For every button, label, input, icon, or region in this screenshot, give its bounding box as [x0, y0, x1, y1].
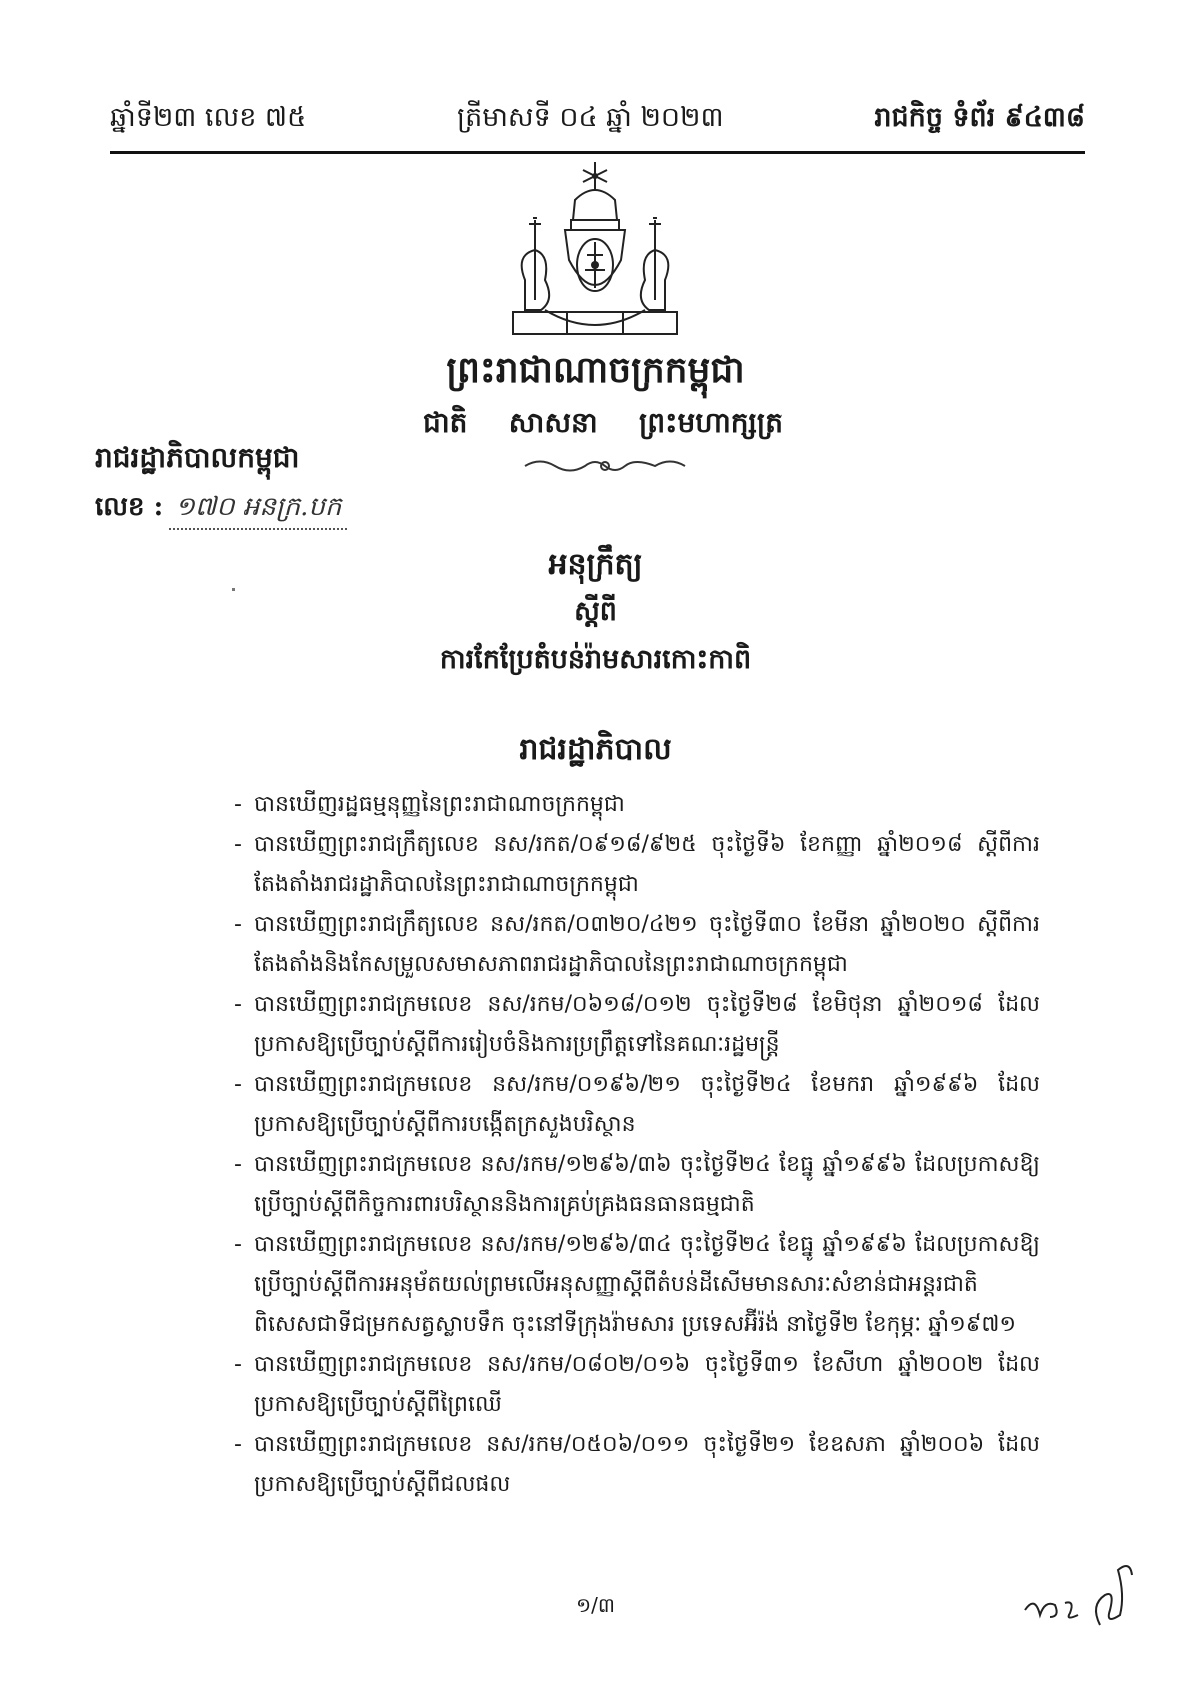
kingdom-name: ព្រះរាជាណាចក្រកម្ពុជា	[446, 349, 745, 391]
document-about: ស្តីពី	[574, 596, 617, 627]
issuing-authority: រាជរដ្ឋាភិបាលកម្ពុជា	[95, 441, 300, 474]
list-item: - បានឃើញព្រះរាជក្រមលេខ នស/រកម/០៥០៦/០១១ ចុះថ្ងៃទី២១ ខែឧសភា ឆ្នាំ២០០៦ ដែលប្រកាសឱ្យប្រើច្បាប់ស្តីពីជលផល	[240, 1425, 1040, 1505]
authority-heading: រាជរដ្ឋាភិបាល	[519, 732, 672, 767]
reference-number	[95, 490, 347, 530]
decorative-divider-icon	[520, 455, 690, 477]
preamble-clauses	[240, 785, 1040, 1505]
national-motto	[423, 405, 783, 446]
header-rule	[110, 151, 1085, 154]
document-subject: ការកែប្រែតំបន់រ៉ាមសារកោះកាពិ	[439, 644, 752, 675]
reference-label: លេខ :	[95, 492, 164, 522]
list-item: - បានឃើញព្រះរាជក្រមលេខ នស/រកម/០១៩៦/២១ ចុះថ្ងៃទី២៤ ខែមករា ឆ្នាំ១៩៩៦ ដែលប្រកាសឱ្យប្រើច្បាប់ស្តីពីការបង្កើតក្រសួងបរិស្ថាន	[240, 1065, 1040, 1145]
motto-nation: ជាតិ	[423, 406, 468, 439]
list-item: - បានឃើញព្រះរាជក្រមលេខ នស/រកម/០៨០២/០១៦ ចុះថ្ងៃទី៣១ ខែសីហា ឆ្នាំ២០០២ ដែលប្រកាសឱ្យប្រើច្បាប់ស្តីពីព្រៃឈើ	[240, 1345, 1040, 1425]
list-item: - បានឃើញព្រះរាជក្រមលេខ នស/រកម/១២៩៦/៣៦ ចុះថ្ងៃទី២៤ ខែធ្នូ ឆ្នាំ១៩៩៦ ដែលប្រកាសឱ្យប្រើច្បាប់ស្តីពីកិច្ចការពារបរិស្ថាននិងការគ្រប់គ្រងធនធានធម្មជាតិ	[240, 1145, 1040, 1225]
list-item: - បានឃើញព្រះរាជក្រឹត្យលេខ នស/រកត/០៣២០/៤២១ ចុះថ្ងៃទី៣០ ខែមីនា ឆ្នាំ២០២០ ស្តីពីការតែងតាំងនិងកែសម្រួលសមាសភាពរាជរដ្ឋាភិបាលនៃព្រះរាជាណាចក្រកម្ពុជា	[240, 905, 1040, 985]
motto-religion: សាសនា	[508, 406, 598, 439]
list-item: - បានឃើញរដ្ឋធម្មនុញ្ញនៃព្រះរាជាណាចក្រកម្ពុជា	[240, 785, 1040, 825]
document-type: អនុក្រឹត្យ	[548, 547, 643, 582]
royal-coat-of-arms-icon	[505, 160, 685, 345]
year-issue: ឆ្នាំទី២៣ លេខ ៧៥	[110, 101, 307, 133]
list-item: - បានឃើញព្រះរាជក្រមលេខ នស/រកម/០៦១៨/០១២ ចុះថ្ងៃទី២៨ ខែមិថុនា ឆ្នាំ២០១៨ ដែលប្រកាសឱ្យប្រើច្បាប់ស្តីពីការរៀបចំនិងការប្រព្រឹត្តទៅនៃគណៈរដ្ឋមន្ត្រី	[240, 985, 1040, 1065]
gazette-page-number: រាជកិច្ច ទំព័រ ៩៤៣៨	[874, 101, 1085, 133]
list-item: - បានឃើញព្រះរាជក្រឹត្យលេខ នស/រកត/០៩១៨/៩២៥ ចុះថ្ងៃទី៦ ខែកញ្ញា ឆ្នាំ២០១៨ ស្តីពីការតែងតាំងរាជរដ្ឋាភិបាលនៃព្រះរាជាណាចក្រកម្ពុជា	[240, 825, 1040, 905]
motto-king: ព្រះមហាក្សត្រ	[639, 406, 783, 439]
handwritten-initials-icon	[1020, 1555, 1140, 1635]
running-header	[110, 95, 1085, 145]
list-item: - បានឃើញព្រះរាជក្រមលេខ នស/រកម/១២៩៦/៣៤ ចុះថ្ងៃទី២៤ ខែធ្នូ ឆ្នាំ១៩៩៦ ដែលប្រកាសឱ្យប្រើច្បាប់ស្តីពីការអនុម័តយល់ព្រមលើអនុសញ្ញាស្តីពីតំបន់ដីសើមមានសារៈសំខាន់ជាអន្តរជាតិពិសេសជាទីជម្រកសត្វស្លាបទឹក ចុះនៅទីក្រុងរ៉ាមសារ ប្រទេសអ៊ីរ៉ង់ នាថ្ងៃទី២ ខែកុម្ភៈ ឆ្នាំ១៩៧១	[240, 1225, 1040, 1345]
quarter: ត្រីមាសទី ០៤ ឆ្នាំ ២០២៣	[457, 101, 724, 133]
reference-value: ១៧០ អនក្រ.បក	[169, 490, 347, 530]
page-number: ១/៣	[576, 1593, 615, 1617]
